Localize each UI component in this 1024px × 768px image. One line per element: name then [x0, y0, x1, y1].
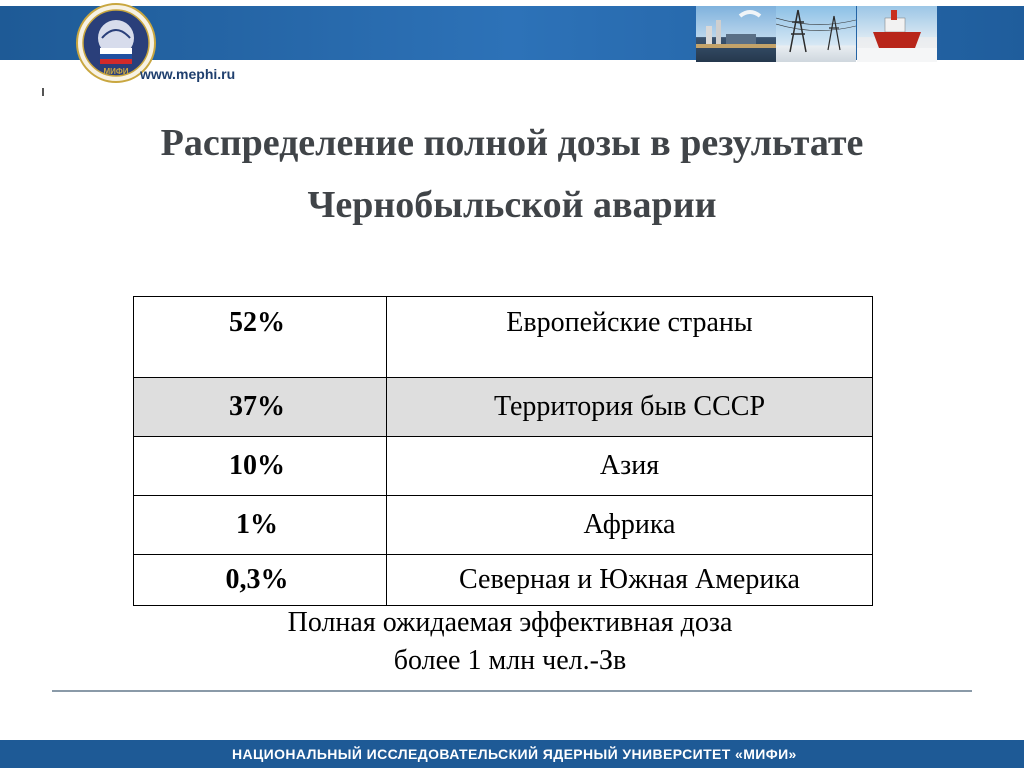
region-cell: Территория быв СССР: [387, 378, 873, 437]
percent-cell: 10%: [134, 437, 387, 496]
site-url[interactable]: www.mephi.ru: [140, 66, 236, 82]
region-cell: Северная и Южная Америка: [387, 555, 873, 606]
percent-cell: 52%: [134, 297, 387, 378]
header-photos: [696, 6, 938, 62]
footer-university-name: НАЦИОНАЛЬНЫЙ ИССЛЕДОВАТЕЛЬСКИЙ ЯДЕРНЫЙ УНИВЕРСИТЕТ «МИФИ»: [232, 746, 797, 762]
region-cell: Африка: [387, 496, 873, 555]
slide-marker: [42, 88, 44, 96]
svg-text:МИФИ: МИФИ: [103, 67, 129, 76]
table-row: [134, 378, 873, 437]
title-line-1: Распределение полной дозы в результате: [160, 122, 864, 164]
region-cell: Европейские страны: [387, 297, 873, 378]
dose-distribution-table: [133, 296, 873, 606]
power-lines-photo: [776, 6, 856, 62]
percent-cell: 37%: [134, 378, 387, 437]
percent-cell: 0,3%: [134, 555, 387, 606]
table-row: [134, 437, 873, 496]
power-plant-photo: [696, 6, 776, 62]
slide-title: [60, 112, 964, 236]
region-cell: Азия: [387, 437, 873, 496]
icebreaker-photo: [857, 6, 937, 62]
note-line-1: Полная ожидаемая эффективная доза: [287, 607, 733, 638]
divider: [52, 690, 972, 692]
title-line-2: Чернобыльской аварии: [307, 184, 717, 226]
note-line-2: более 1 млн чел.-Зв: [393, 645, 627, 676]
percent-cell: 1%: [134, 496, 387, 555]
table-row: [134, 555, 873, 606]
table-row: [134, 496, 873, 555]
table-row: [134, 297, 873, 378]
total-dose-note: [200, 604, 820, 680]
